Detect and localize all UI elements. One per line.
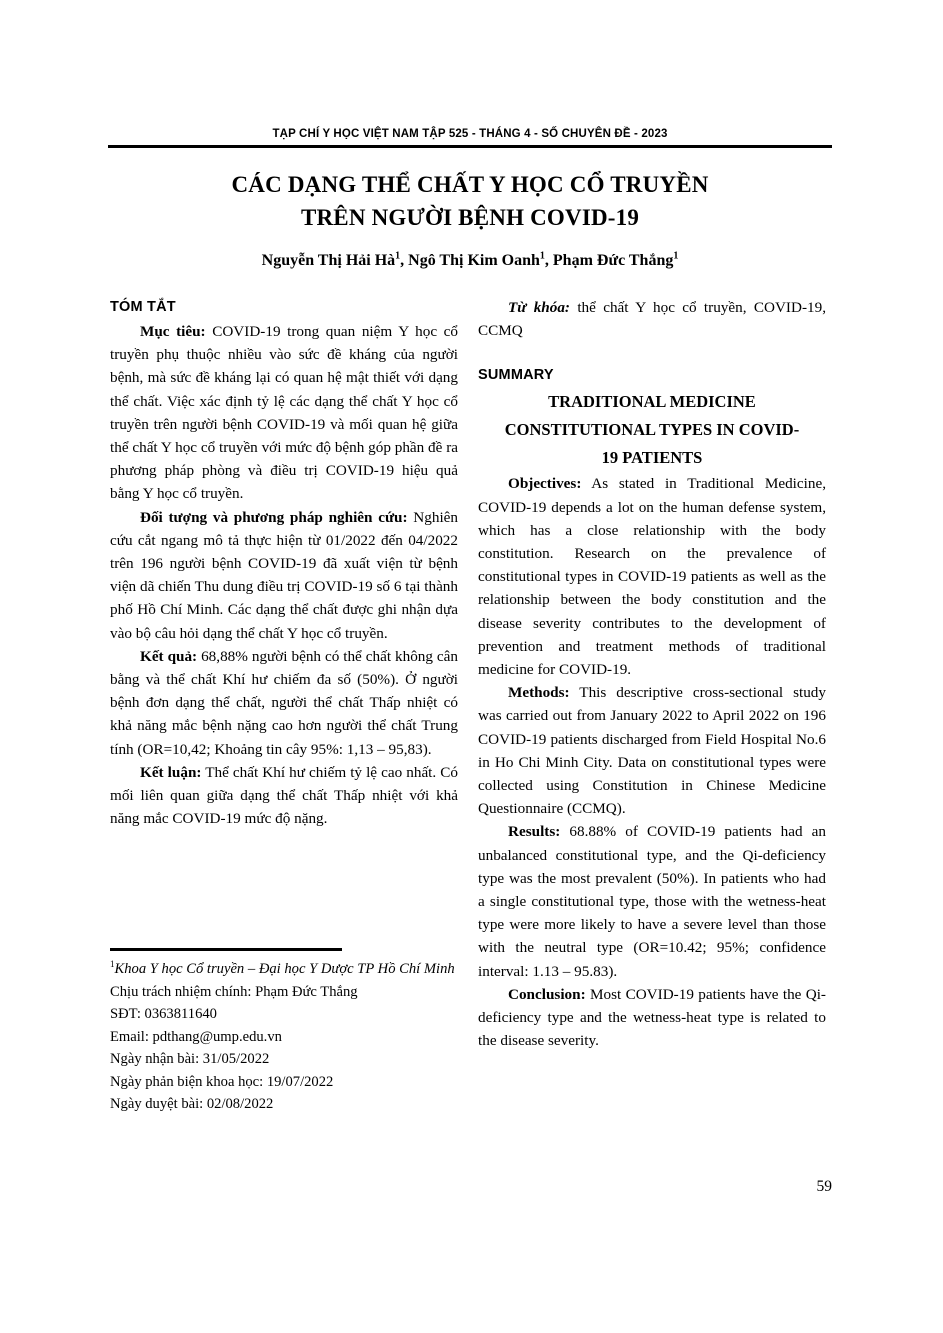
footnote-block xyxy=(110,958,458,1116)
footnote-rule xyxy=(110,948,342,951)
footnote-reviewed-date: Ngày phản biện khoa học: 19/07/2022 xyxy=(110,1073,334,1090)
english-results-paragraph xyxy=(478,820,826,982)
english-objectives-paragraph xyxy=(478,472,826,681)
footnote-affiliation xyxy=(110,958,458,981)
english-methods-text: This descriptive cross-sectional study was carried out from January 2022 to April 2022 on 196 COVID-19 patients discharged from Field Hospital No.6 in Ho Chi Minh City. Data on constitutional types were collected using Constitution in Chinese Medicine Questionnaire (CCMQ). xyxy=(478,684,826,818)
author-name-3: Phạm Đức Thắng xyxy=(552,252,674,269)
vietnamese-conclusion-text: Thể chất Khí hư chiếm tỷ lệ cao nhất. Có mối liên quan giữa dạng thể chất Thấp nhiệt với khả năng mắc COVID-19 mức độ nặng. xyxy=(110,763,458,828)
english-conclusion-text: Most COVID-19 patients have the Qi-deficiency type and the wetness-heat type is related to the disease severity. xyxy=(478,985,826,1050)
vietnamese-results-paragraph xyxy=(110,645,458,761)
vietnamese-conclusion-paragraph xyxy=(110,761,458,831)
english-title-line-3: 19 PATIENTS xyxy=(601,448,703,468)
article-title-line-2: TRÊN NGƯỜI BỆNH COVID-19 xyxy=(300,205,640,230)
keywords-paragraph xyxy=(478,296,826,342)
keywords-text: thể chất Y học cổ truyền, COVID-19, CCMQ xyxy=(478,299,826,340)
vietnamese-methods-label: Đối tượng và phương pháp nghiên cứu: xyxy=(140,508,408,526)
english-results-text: 68.88% of COVID-19 patients had an unbalanced constitutional type, and the Qi-deficiency type was the most prevalent (50%). In patients who had a single constitutional type, those with the wetness-heat type were more likely to have a severe level than those with the neutral type (OR=10.42; 95%; confidence interval: 1.13 – 95.83). xyxy=(478,823,826,980)
english-conclusion-label: Conclusion: xyxy=(508,985,586,1003)
author-affiliation-marker-1: 1 xyxy=(395,250,401,262)
vietnamese-methods-paragraph xyxy=(110,506,458,645)
english-methods-label: Methods: xyxy=(508,684,570,702)
author-separator-1: , xyxy=(400,252,409,269)
footnote-accepted-date: Ngày duyệt bài: 02/08/2022 xyxy=(110,1096,274,1112)
article-title-line-1: CÁC DẠNG THỂ CHẤT Y HỌC CỔ TRUYỀN xyxy=(231,172,709,197)
footnote-affiliation-text: Khoa Y học Cổ truyền – Đại học Y Dược TP Hồ Chí Minh xyxy=(114,961,455,977)
vietnamese-abstract-heading: TÓM TẮT xyxy=(110,299,176,315)
vietnamese-objectives-text: COVID-19 trong quan niệm Y học cổ truyền phụ thuộc nhiều vào sức đề kháng của người bệnh, mà sức đề kháng lại có quan hệ mật thiết với dạng thể chất. Việc xác định tỷ lệ các dạng thể chất Y học cổ truyền trên người bệnh COVID-19 và mối quan hệ giữa thể chất Y học cổ truyền với mức độ bệnh góp phần đề ra phương pháp phòng và điều trị COVID-19 hiệu quả bằng Y học cổ truyền. xyxy=(110,323,459,503)
footnote-corresponding-author: Chịu trách nhiệm chính: Phạm Đức Thắng xyxy=(110,983,358,1000)
spacer xyxy=(478,342,826,364)
author-affiliation-marker-3: 1 xyxy=(673,250,679,262)
keywords-label: Từ khóa: xyxy=(508,299,570,316)
english-methods-paragraph xyxy=(478,681,826,820)
footnote-received-date: Ngày nhận bài: 31/05/2022 xyxy=(110,1051,270,1067)
english-title-line-2: CONSTITUTIONAL TYPES IN COVID- xyxy=(504,420,800,440)
vietnamese-results-label: Kết quả: xyxy=(140,647,198,665)
english-conclusion-paragraph xyxy=(478,983,826,1053)
running-head: TẠP CHÍ Y HỌC VIỆT NAM TẬP 525 - THÁNG 4 - SỐ CHUYÊN ĐỀ - 2023 xyxy=(272,128,668,140)
author-separator-2: , xyxy=(544,252,553,269)
footnote-phone: SĐT: 0363811640 xyxy=(110,1006,217,1022)
vietnamese-results-text: 68,88% người bệnh có thể chất không cân bằng và thể chất Khí hư chiếm đa số (50%). Ở người bệnh đơn dạng thể chất, người thể chất Thấp nhiệt có khả năng mắc bệnh nặng cao hơn người thể chất Trung tính (OR=10,42; Khoảng tin cây 95%: 1,13 – 95,83). xyxy=(110,647,459,758)
english-title-line-1: TRADITIONAL MEDICINE xyxy=(548,392,756,412)
header-rule xyxy=(108,145,832,148)
left-column xyxy=(110,296,458,830)
author-name-1: Nguyễn Thị Hải Hà xyxy=(261,252,396,269)
article-title xyxy=(108,168,832,234)
author-list xyxy=(108,252,832,270)
right-column xyxy=(478,296,826,1052)
vietnamese-objectives-label: Mục tiêu: xyxy=(140,323,206,340)
author-affiliation-marker-2: 1 xyxy=(539,250,545,262)
vietnamese-objectives-paragraph xyxy=(110,320,458,506)
english-objectives-text: As stated in Traditional Medicine, COVID-19 depends a lot on the human defense system, which has a close relationship with the body constitution. Research on the prevalence of constitutional types in COVID-19 patients as well as the relationship between the body constitution and the disease severity contributes to the development of prevention and treatment methods of traditional medicine for COVID-19. xyxy=(478,475,826,679)
footnote-marker: 1 xyxy=(110,959,115,970)
vietnamese-conclusion-label: Kết luận: xyxy=(140,763,202,781)
page-number: 59 xyxy=(816,1178,832,1195)
english-results-label: Results: xyxy=(508,823,561,841)
author-name-2: Ngô Thị Kim Oanh xyxy=(408,252,540,269)
english-objectives-label: Objectives: xyxy=(508,475,582,493)
english-abstract-heading: SUMMARY xyxy=(478,367,554,384)
vietnamese-methods-text: Nghiên cứu cắt ngang mô tả thực hiện từ 01/2022 đến 04/2022 trên 196 người bệnh COVID-19 đã xuất viện từ bệnh viện dã chiến Thu dung điều trị COVID-19 số 6 tại thành phố Hồ Chí Minh. Các dạng thể chất được ghi nhận dựa vào bộ câu hỏi dạng thể chất Y học cổ truyền. xyxy=(110,508,458,642)
footnote-email: Email: pdthang@ump.edu.vn xyxy=(110,1028,282,1045)
